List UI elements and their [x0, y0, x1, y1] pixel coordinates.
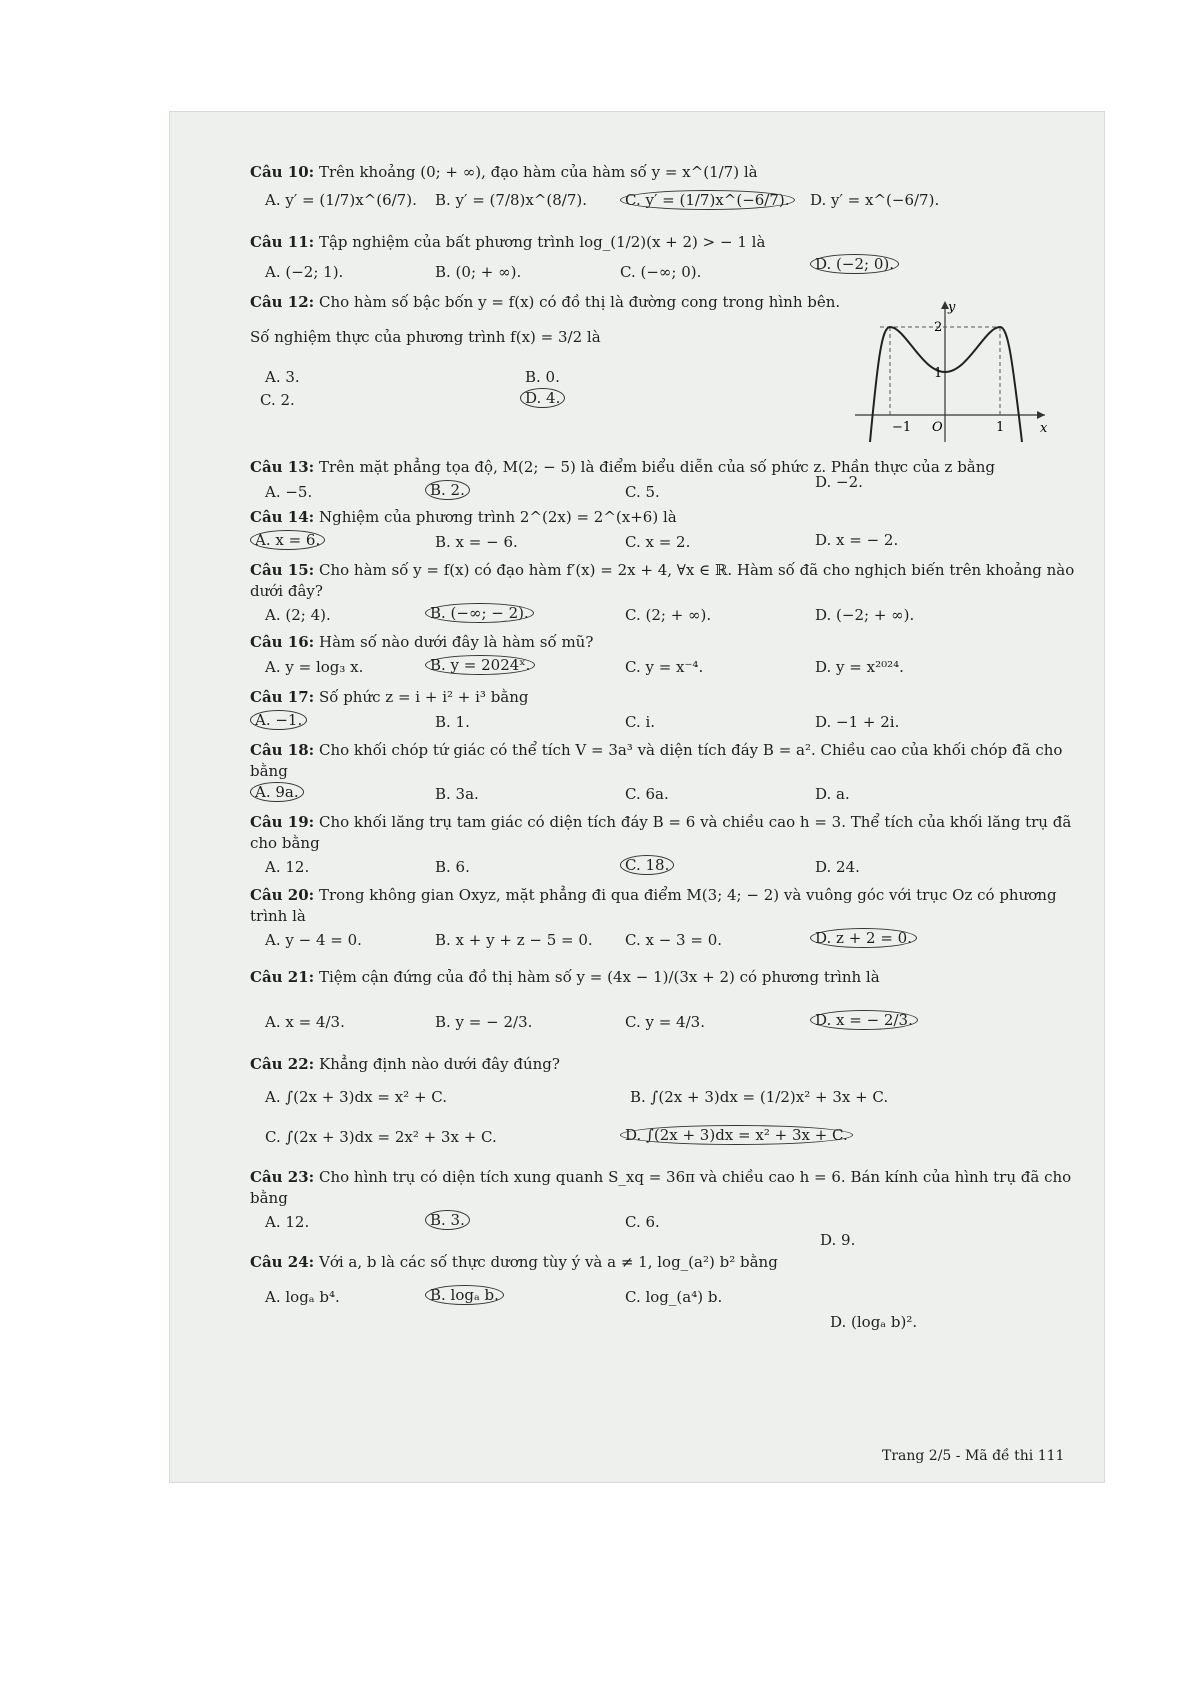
- question-text: Nghiệm của phương trình 2^(2x) = 2^(x+6) là: [318, 508, 677, 526]
- option-b-circled: [425, 1210, 472, 1231]
- question-19: [250, 812, 1080, 854]
- option-a: A. (−2; 1).: [265, 263, 344, 281]
- question-text: Cho hàm số y = f(x) có đạo hàm f′(x) = 2x + 4, ∀x ∈ ℝ. Hàm số đã cho nghịch biến trên khoảng nào dưới đây?: [250, 561, 1075, 600]
- option-c: C. 2.: [260, 391, 295, 409]
- question-text: Tập nghiệm của bất phương trình log_(1/2)(x + 2) > − 1 là: [318, 233, 766, 251]
- question-text: Cho hình trụ có diện tích xung quanh S_xq = 36π và chiều cao h = 6. Bán kính của hình trụ đã cho bằng: [250, 1168, 1072, 1207]
- option-c: C. x = 2.: [625, 533, 691, 551]
- question-15: [250, 560, 1080, 602]
- question-22: [250, 1054, 1080, 1075]
- option-a-circled: [250, 782, 306, 803]
- option-b: B. (0; + ∞).: [435, 263, 522, 281]
- question-number: Câu 24:: [250, 1253, 315, 1271]
- x-axis-arrow: [1037, 411, 1045, 419]
- option-a: A. x = 4/3.: [265, 1013, 345, 1031]
- question-21: [250, 967, 1080, 988]
- answer-circle: D. x = − 2/3.: [810, 1010, 918, 1030]
- option-d-circled: [810, 928, 919, 949]
- question-text: Cho hàm số bậc bốn y = f(x) có đồ thị là đường cong trong hình bên.: [318, 293, 841, 311]
- option-b: B. x + y + z − 5 = 0.: [435, 931, 593, 949]
- option-a: A. y = log₃ x.: [265, 658, 364, 676]
- option-c: C. 6a.: [625, 785, 669, 803]
- option-a-circled: [250, 530, 327, 551]
- option-a: A. 12.: [265, 858, 310, 876]
- option-d: D. (−2; + ∞).: [815, 606, 915, 624]
- question-number: Câu 14:: [250, 508, 315, 526]
- question-number: Câu 17:: [250, 688, 315, 706]
- question-text: Khẳng định nào dưới đây đúng?: [318, 1055, 560, 1073]
- question-text: Với a, b là các số thực dương tùy ý và a ≠ 1, log_(a²) b² bằng: [318, 1253, 778, 1271]
- question-text: Tiệm cận đứng của đồ thị hàm số y = (4x − 1)/(3x + 2) có phương trình là: [318, 968, 880, 986]
- question-text: Trên mặt phẳng tọa độ, M(2; − 5) là điểm biểu diễn của số phức z. Phần thực của z bằng: [318, 458, 996, 476]
- answer-circle: B. 3.: [425, 1210, 470, 1230]
- option-d: D. 24.: [815, 858, 860, 876]
- question-11: [250, 232, 1080, 253]
- question-10: [250, 162, 1080, 183]
- option-a-circled: [250, 710, 309, 731]
- option-a: A. −5.: [265, 483, 313, 501]
- answer-circle: B. 2.: [425, 480, 470, 500]
- question-text: Cho khối chóp tứ giác có thể tích V = 3a³ và diện tích đáy B = a². Chiều cao của khối chóp đã cho bằng: [250, 741, 1063, 780]
- option-b-circled: [425, 480, 472, 501]
- option-b-circled: [425, 655, 537, 676]
- question-12-line-2: Số nghiệm thực của phương trình f(x) = 3/2 là: [250, 328, 601, 346]
- answer-circle: D. z + 2 = 0.: [810, 928, 917, 948]
- option-d: D. (logₐ b)².: [830, 1313, 918, 1331]
- answer-circle: C. y′ = (1/7)x^(−6/7).: [620, 190, 795, 210]
- question-23: [250, 1167, 1080, 1209]
- option-c: C. ∫(2x + 3)dx = 2x² + 3x + C.: [265, 1128, 497, 1146]
- option-d: D. a.: [815, 785, 850, 803]
- tick-x-1: 1: [996, 420, 1005, 435]
- question-16: [250, 632, 1080, 653]
- exam-page: [170, 112, 1104, 1482]
- question-number: Câu 18:: [250, 741, 315, 759]
- x-axis-label: x: [1040, 421, 1048, 436]
- answer-circle: D. (−2; 0).: [810, 254, 899, 274]
- option-a: A. (2; 4).: [265, 606, 331, 624]
- option-a: A. 3.: [265, 368, 300, 386]
- answer-circle: B. (−∞; − 2).: [425, 603, 534, 623]
- question-number: Câu 16:: [250, 633, 315, 651]
- option-c: C. x − 3 = 0.: [625, 931, 723, 949]
- option-b: B. x = − 6.: [435, 533, 518, 551]
- option-c: C. 5.: [625, 483, 660, 501]
- question-number: Câu 23:: [250, 1168, 315, 1186]
- y-axis-label: y: [948, 300, 956, 315]
- option-d-circled: [810, 254, 901, 275]
- option-c: C. y = 4/3.: [625, 1013, 705, 1031]
- question-text: Trong không gian Oxyz, mặt phẳng đi qua điểm M(3; 4; − 2) và vuông góc với trục Oz có phương trình là: [250, 886, 1057, 925]
- question-text: Trên khoảng (0; + ∞), đạo hàm của hàm số y = x^(1/7) là: [318, 163, 758, 181]
- answer-circle: D. 4.: [520, 388, 565, 408]
- tick-y-2: 2: [934, 320, 943, 335]
- tick-x-neg1: −1: [892, 420, 912, 435]
- answer-circle: C. 18.: [620, 855, 674, 875]
- option-d: D. y′ = x^(−6/7).: [810, 191, 940, 209]
- question-number: Câu 13:: [250, 458, 315, 476]
- option-a: A. y′ = (1/7)x^(6/7).: [265, 191, 417, 209]
- question-number: Câu 10:: [250, 163, 315, 181]
- option-b: B. y = − 2/3.: [435, 1013, 533, 1031]
- question-text: Số phức z = i + i² + i³ bằng: [318, 688, 529, 706]
- option-c: C. (2; + ∞).: [625, 606, 712, 624]
- question-text: Hàm số nào dưới đây là hàm số mũ?: [318, 633, 594, 651]
- option-a: A. 12.: [265, 1213, 310, 1231]
- option-a: A. y − 4 = 0.: [265, 931, 362, 949]
- option-d: D. −1 + 2i.: [815, 713, 900, 731]
- answer-circle: A. x = 6.: [250, 530, 325, 550]
- option-b-circled: [425, 603, 536, 624]
- question-number: Câu 20:: [250, 886, 315, 904]
- question-20: [250, 885, 1080, 927]
- question-number: Câu 11:: [250, 233, 315, 251]
- option-c-circled: [620, 190, 797, 211]
- question-12: [250, 292, 841, 313]
- option-d: D. 9.: [820, 1231, 856, 1249]
- question-13: [250, 457, 1080, 478]
- option-b: B. y′ = (7/8)x^(8/7).: [435, 191, 588, 209]
- option-b-circled: [425, 1285, 506, 1306]
- question-14: [250, 507, 1080, 528]
- option-c: C. i.: [625, 713, 656, 731]
- function-graph: [850, 297, 1050, 447]
- option-b: B. 3a.: [435, 785, 479, 803]
- option-b: B. ∫(2x + 3)dx = (1/2)x² + 3x + C.: [630, 1088, 889, 1106]
- question-17: [250, 687, 1080, 708]
- option-d: D. −2.: [815, 473, 863, 491]
- question-24: [250, 1252, 1080, 1273]
- option-c: C. y = x⁻⁴.: [625, 658, 704, 676]
- option-a: A. logₐ b⁴.: [265, 1288, 340, 1306]
- answer-circle: D. ∫(2x + 3)dx = x² + 3x + C.: [620, 1125, 853, 1145]
- answer-circle: B. logₐ b.: [425, 1285, 504, 1305]
- origin-label: O: [932, 420, 943, 435]
- question-number: Câu 12:: [250, 293, 315, 311]
- option-d-circled: [620, 1125, 855, 1146]
- option-b: B. 6.: [435, 858, 470, 876]
- question-number: Câu 19:: [250, 813, 315, 831]
- tick-y-1: 1: [934, 366, 943, 381]
- option-a: A. ∫(2x + 3)dx = x² + C.: [265, 1088, 447, 1106]
- option-d: D. x = − 2.: [815, 531, 899, 549]
- option-c: C. (−∞; 0).: [620, 263, 702, 281]
- option-b: B. 0.: [525, 368, 560, 386]
- option-b: B. 1.: [435, 713, 470, 731]
- answer-circle: A. 9a.: [250, 782, 304, 802]
- option-c: C. 6.: [625, 1213, 660, 1231]
- option-d-circled: [810, 1010, 920, 1031]
- question-text: Cho khối lăng trụ tam giác có diện tích đáy B = 6 và chiều cao h = 3. Thể tích của khối lăng trụ đã cho bằng: [250, 813, 1072, 852]
- option-c: C. log_(a⁴) b.: [625, 1288, 723, 1306]
- question-number: Câu 15:: [250, 561, 315, 579]
- page-footer: Trang 2/5 - Mã đề thi 111: [882, 1448, 1065, 1464]
- question-18: [250, 740, 1080, 782]
- question-number: Câu 21:: [250, 968, 315, 986]
- option-c-circled: [620, 855, 676, 876]
- option-d-circled: [520, 388, 567, 409]
- answer-circle: B. y = 2024ˣ.: [425, 655, 535, 675]
- question-number: Câu 22:: [250, 1055, 315, 1073]
- option-d: D. y = x²⁰²⁴.: [815, 658, 904, 676]
- answer-circle: A. −1.: [250, 710, 307, 730]
